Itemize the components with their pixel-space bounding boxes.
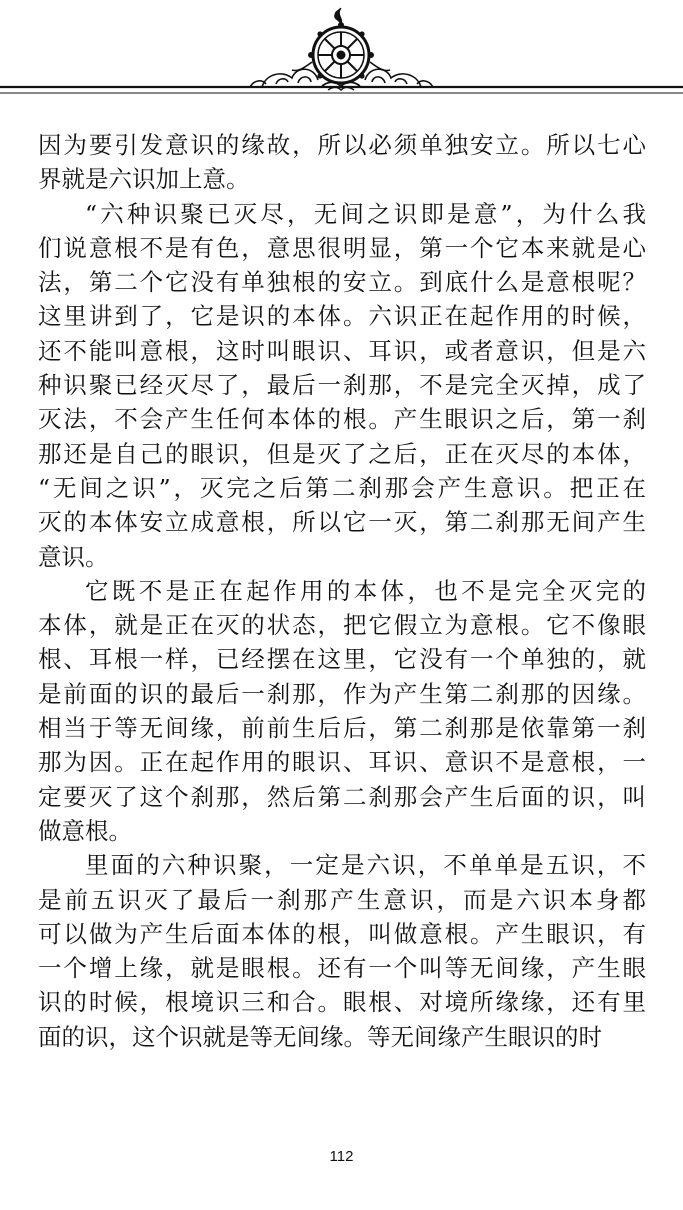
- text-line: 可以做为产生后面本体的根，叫做意根。产生眼识，有: [38, 919, 646, 948]
- page-number: 112: [329, 1148, 354, 1165]
- text-line: 这里讲到了，它是识的本体。六识正在起作用的时候，: [38, 302, 646, 331]
- text-line: 因为要引发意识的缘故，所以必须单独安立。所以七心: [38, 131, 646, 159]
- page-header-ornament: [0, 0, 683, 110]
- text-line: 是前面的识的最后一刹那，作为产生第二刹那的因缘。: [38, 679, 646, 708]
- text-line: 识的时候，根境识三和合。眼根、对境所缘缘，还有里: [38, 988, 646, 1017]
- text-line: 面的识，这个识就是等无间缘。等无间缘产生眼识的时: [38, 1022, 602, 1051]
- header-ornament-graphic: [0, 0, 683, 110]
- text-line: 本体，就是正在灭的状态，把它假立为意根。它不像眼: [38, 611, 646, 640]
- text-line: 做意根。: [38, 816, 132, 845]
- text-line: 相当于等无间缘，前前生后后，第二刹那是依靠第一刹: [38, 714, 646, 743]
- text-line: 界就是六识加上意。: [38, 165, 250, 194]
- text-line: 那还是自己的眼识，但是灭了之后，正在灭尽的本体，: [38, 439, 646, 468]
- text-line: 灭法，不会产生任何本体的根。产生眼识之后，第一刹: [38, 405, 646, 434]
- text-line: 里面的六种识聚，一定是六识，不单单是五识，不: [85, 851, 646, 880]
- text-line: 它既不是正在起作用的本体，也不是完全灭完的: [85, 576, 646, 605]
- text-line: 法，第二个它没有单独根的安立。到底什么是意根呢？: [38, 268, 646, 297]
- text-line: 还不能叫意根，这时叫眼识、耳识，或者意识，但是六: [38, 336, 646, 365]
- text-line: 一个增上缘，就是眼根。还有一个叫等无间缘，产生眼: [38, 954, 646, 983]
- text-line: 根、耳根一样，已经摆在这里，它没有一个单独的，就: [38, 645, 646, 674]
- text-line: 是前五识灭了最后一刹那产生意识，而是六识本身都: [38, 885, 646, 914]
- page-body-text: [38, 128, 646, 1054]
- text-line: 灭的本体安立成意根，所以它一灭，第二刹那无间产生: [38, 508, 646, 537]
- cloud-scroll-icon: [250, 69, 318, 87]
- text-line: “六种识聚已灭尽，无间之识即是意”，为什么我: [85, 199, 646, 228]
- text-line: 们说意根不是有色，意思很明显，第一个它本来就是心: [38, 233, 646, 262]
- cloud-scroll-icon: [365, 69, 433, 87]
- text-line: 定要灭了这个刹那，然后第二刹那会产生后面的识，叫: [38, 782, 646, 811]
- text-line: 意识。: [38, 542, 109, 571]
- text-line: “无间之识”，灭完之后第二刹那会产生意识。把正在: [38, 473, 646, 502]
- text-line: 种识聚已经灭尽了，最后一刹那，不是完全灭掉，成了: [38, 371, 646, 400]
- text-line: 那为因。正在起作用的眼识、耳识、意识不是意根，一: [38, 748, 646, 777]
